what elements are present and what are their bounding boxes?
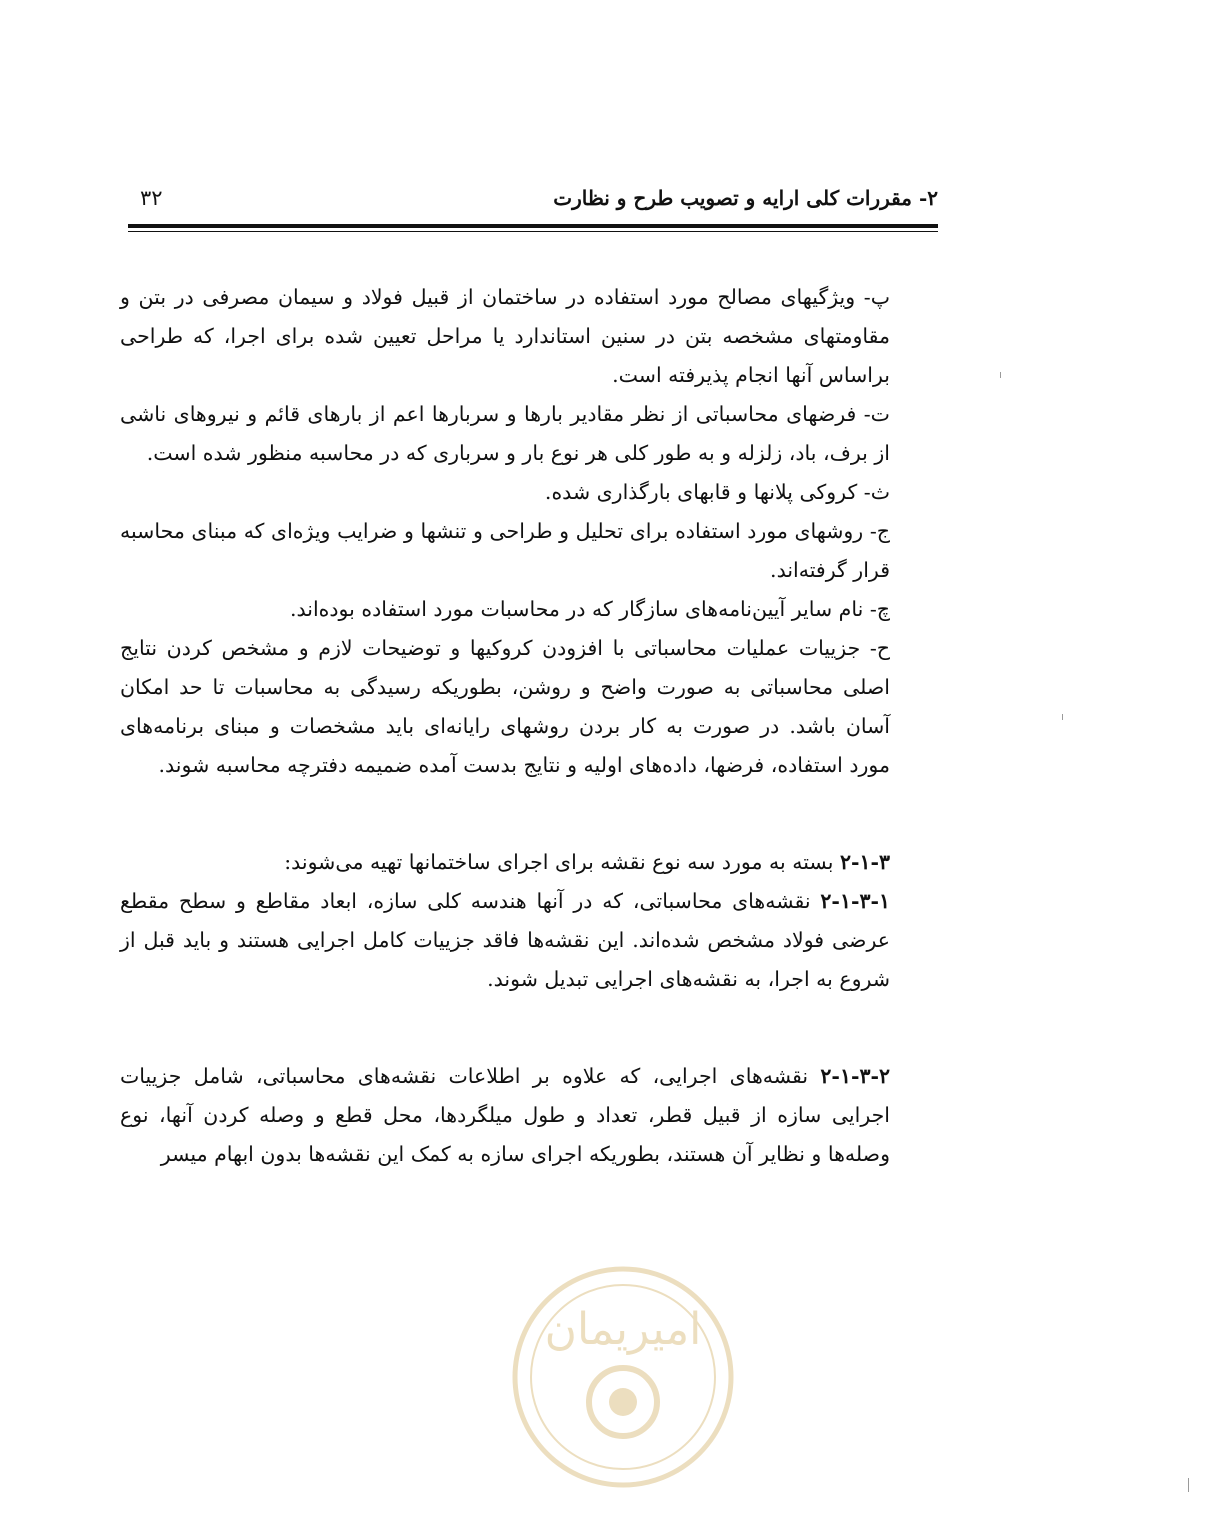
watermark-seal: [508, 1262, 738, 1492]
header-rule-thin: [128, 231, 938, 232]
header-rule-thick: [128, 224, 938, 228]
scan-artifact: [1188, 1478, 1189, 1492]
section-number: ۲-۱-۳: [839, 850, 890, 874]
section-text: نقشه‌های اجرایی، که علاوه بر اطلاعات نقشه‌های محاسباتی، شامل جزییات اجرایی سازه از قبیل قطر، تعداد و طول میلگردها، محل قطع و وصله کردن آنها، نوع وصله‌ها و نظایر آن هستند، بطوریکه اجرای سازه به کمک این نقشه‌ها بدون ابهام میسر: [120, 1064, 890, 1166]
watermark-text: امیریمان: [544, 1304, 702, 1355]
paragraph-p: پ- ویژگیهای مصالح مورد استفاده در ساختمان از قبیل فولاد و سیمان مصرفی در بتن و مقاومتهای مشخصه بتن در سنین استاندارد یا مراحل تعیین شده برای اجرا، که طراحی براساس آنها انجام پذیرفته است.: [120, 285, 890, 387]
section-2-1-3-1: [120, 882, 890, 999]
spacer: [120, 999, 890, 1057]
section-number: ۲-۱-۳-۲: [820, 1064, 890, 1088]
section-text: بسته به مورد سه نوع نقشه برای اجرای ساختمانها تهیه می‌شوند:: [284, 850, 834, 874]
page-header: [128, 182, 938, 222]
scan-artifact: [1000, 372, 1001, 378]
section-2-1-3-2: [120, 1057, 890, 1174]
paragraph-j: ج- روشهای مورد استفاده برای تحلیل و طراحی و تنشها و ضرایب ویژه‌ای که مبنای محاسبه قرار گرفته‌اند.: [120, 519, 890, 582]
section-number: ۲-۱-۳-۱: [820, 889, 890, 913]
section-text: نقشه‌های محاسباتی، که در آنها هندسه کلی سازه، ابعاد مقاطع و سطح مقطع عرضی فولاد مشخص شده‌اند. این نقشه‌ها فاقد جزییات کامل اجرایی هستند و باید قبل از شروع به اجرا، به نقشه‌های اجرایی تبدیل شوند.: [120, 889, 890, 991]
page-number: ۳۲: [140, 186, 163, 210]
chapter-title: ۲- مقررات کلی ارایه و تصویب طرح و نظارت: [553, 186, 938, 210]
paragraph-s: ث- کروکی پلانها و قابهای بارگذاری شده.: [544, 480, 890, 504]
scan-artifact: [1062, 714, 1063, 720]
document-body: [120, 278, 890, 1174]
paragraph-ch: چ- نام سایر آیین‌نامه‌های سازگار که در محاسبات مورد استفاده بوده‌اند.: [290, 597, 890, 621]
section-2-1-3: [120, 843, 890, 882]
spacer: [120, 785, 890, 843]
paragraph-t: ت- فرضهای محاسباتی از نظر مقادیر بارها و سربارها اعم از بارهای قائم و نیروهای ناشی از برف، باد، زلزله و به طور کلی هر نوع بار و سرباری که در محاسبه منظور شده است.: [120, 402, 890, 465]
paragraph-h: ح- جزییات عملیات محاسباتی با افزودن کروکیها و توضیحات لازم و مشخص کردن نتایج اصلی محاسباتی به صورت واضح و روشن، بطوریکه رسیدگی به محاسبات تا حد امکان آسان باشد. در صورت به کار بردن روشهای رایانه‌ای باید مشخصات و مبنای برنامه‌های مورد استفاده، فرضها، داده‌های اولیه و نتایج بدست آمده ضمیمه دفترچه محاسبه شوند.: [120, 636, 890, 777]
